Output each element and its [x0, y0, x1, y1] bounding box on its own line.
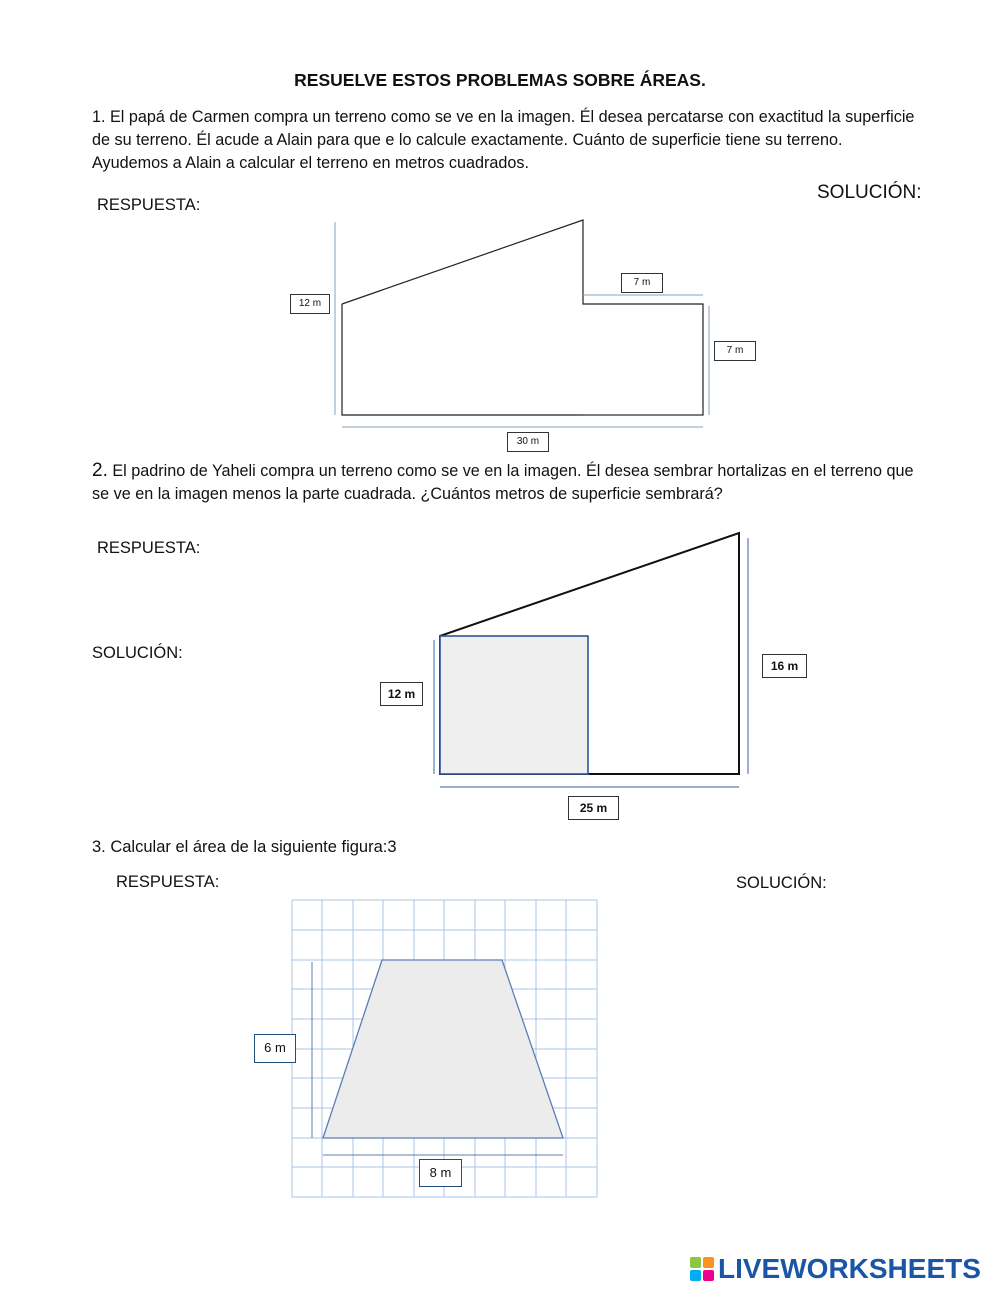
figure-1-label-height-left: 12 m	[290, 294, 330, 314]
figure-1-land-shape	[342, 220, 703, 415]
problem-2-body: El padrino de Yaheli compra un terreno como se ve en la imagen. Él desea sembrar hortalizas en el terreno que se ve en la imagen menos la parte cuadrada. ¿Cuántos metros de superficie sembrará?	[92, 462, 914, 503]
figure-1-dimension-lines	[335, 222, 709, 427]
figure-3-trapezoid	[323, 960, 563, 1138]
figure-3-label-height: 6 m	[254, 1034, 296, 1063]
problem-3-solucion: SOLUCIÓN:	[736, 874, 827, 892]
problem-3-text: 3. Calcular el área de la siguiente figura:3	[92, 838, 397, 856]
liveworksheets-logo-icon	[690, 1257, 714, 1281]
problem-2-solucion: SOLUCIÓN:	[92, 644, 183, 662]
problem-1-text: 1. El papá de Carmen compra un terreno como se ve en la imagen. Él desea percatarse con exactitud la superficie de su terreno. Él acude a Alain para que e lo calcule exactamente. Cuánto de superficie tiene su terreno. Ayudemos a Alain a calcular el terreno en metros cuadrados.	[92, 108, 915, 172]
problem-2-text	[92, 459, 922, 506]
figure-1-label-base: 30 m	[507, 432, 549, 452]
problem-3-respuesta: RESPUESTA:	[116, 873, 220, 891]
problem-1-respuesta: RESPUESTA:	[97, 196, 201, 214]
figure-2-label-left: 12 m	[380, 682, 423, 706]
liveworksheets-logo-text: LIVEWORKSHEETS	[718, 1253, 981, 1284]
problem-1-solucion: SOLUCIÓN:	[817, 182, 922, 203]
figure-1-label-top-right: 7 m	[621, 273, 663, 293]
page-title: RESUELVE ESTOS PROBLEMAS SOBRE ÁREAS.	[294, 70, 706, 90]
figure-2-label-base: 25 m	[568, 796, 619, 820]
problem-2-respuesta: RESPUESTA:	[97, 539, 201, 557]
figure-2-square	[440, 636, 588, 774]
problem-2-number: 2.	[92, 460, 108, 481]
figure-3-label-base: 8 m	[419, 1159, 462, 1187]
figure-2-label-right: 16 m	[762, 654, 807, 678]
figure-1-label-height-right: 7 m	[714, 341, 756, 361]
